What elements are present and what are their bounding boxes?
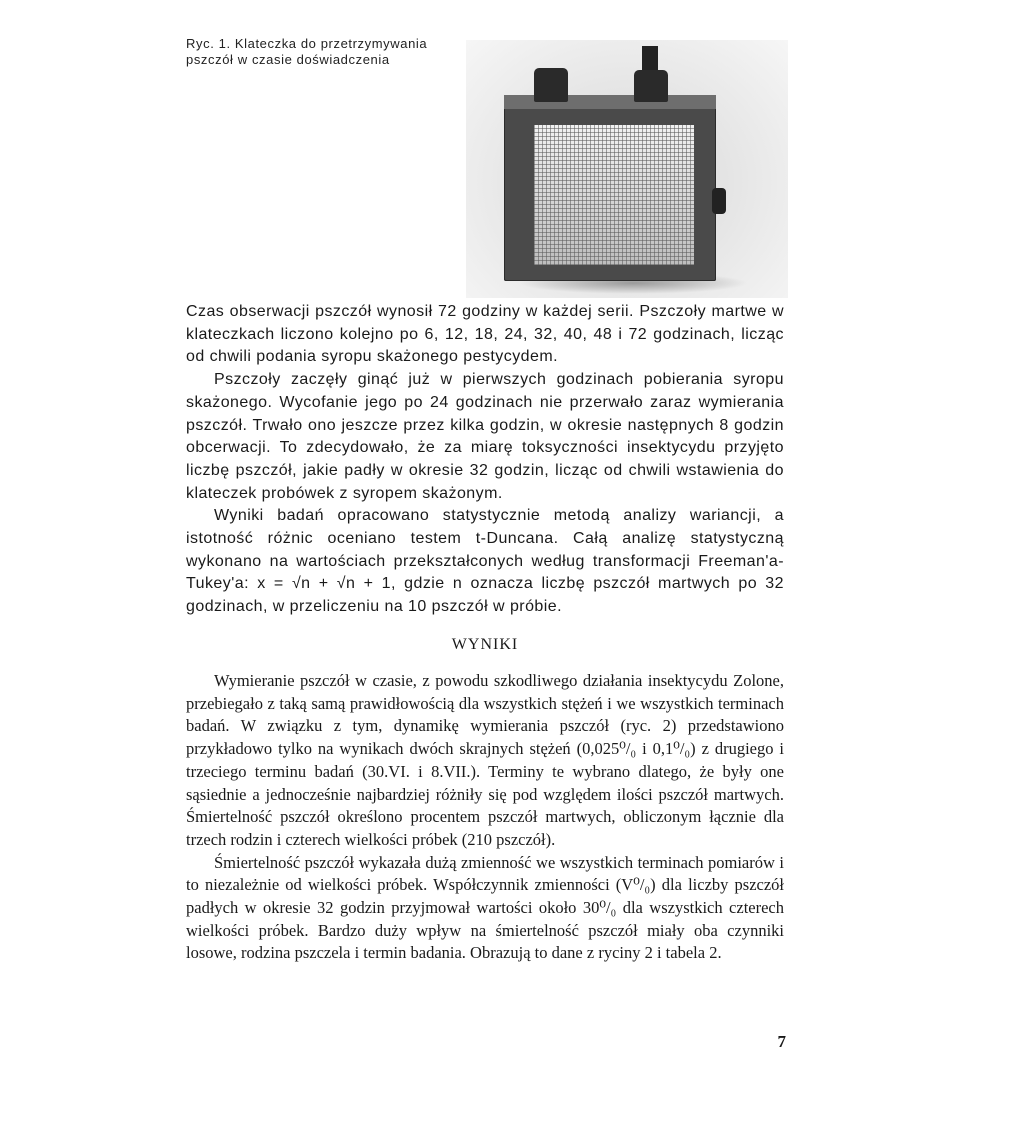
paragraph: Pszczoły zaczęły ginąć już w pierwszych godzinach pobierania syropu skażonego. Wycofanie jego po 24 godzinach nie przerwało zaraz wymierania pszczół. Trwało ono jeszcze przez kilka godzin, w okresie następnych 8 godzin obcerwacji. To zdecydowało, że za miarę toksyczności insektycydu przyjęto liczbę pszczół, jakie padły w okresie 32 godzin, licząc od chwili wstawienia do klateczek probówek z syropem skażonym. [186,371,784,502]
methods-text [186,301,784,619]
cage-stopper-right [634,70,668,102]
paragraph: Czas obserwacji pszczół wynosił 72 godziny w każdej serii. Pszczoły martwe w klateczkach liczono kolejno po 6, 12, 18, 24, 32, 40, 48 i 72 godzinach, licząc od chwili podania syropu skażonego pestycydem. [186,303,784,366]
cage-stopper-left [534,68,568,102]
results-text [186,670,784,965]
bee-cage-photo [466,40,788,298]
figure-caption: Ryc. 1. Klateczka do przetrzymywania pszczół w czasie doświadczenia [186,36,428,67]
paragraph: Wymieranie pszczół w czasie, z powodu szkodliwego działania insektycydu Zolone, przebiegało z taką samą prawidłowością dla wszystkich stężeń i we wszystkich terminach badań. W związku z tym, dynamikę wymierania pszczół (ryc. 2) przedstawiono przykładowo tylko na wynikach dwóch skrajnych stężeń (0,025⁰/₀ i 0,1⁰/₀) z drugiego i trzeciego terminu badań (30.VI. i 8.VII.). Terminy te wybrano dlatego, że były one sąsiednie a jednocześnie najbardziej różniły się pod względem ilości pszczół martwych. Śmiertelność pszczół określono procentem pszczół martwych, obliczonym łącznie dla trzech rodzin i czterech wielkości próbek (210 pszczół). [186,671,784,849]
section-heading: WYNIKI [451,636,519,653]
cage-side-knob [712,188,726,214]
paragraph: Wyniki badań opracowano statystycznie metodą analizy wariancji, a istotność różnic oceniano testem t-Duncana. Całą analizę statystyczną wykonano na wartościach przekształconych według transformacji Freeman'a-Tukey'a: x = √n + √n + 1, gdzie n oznacza liczbę pszczół martwych po 32 godzinach, w przeliczeniu na 10 pszczół w próbie. [186,507,784,616]
cage-mesh [534,125,694,265]
paragraph: Śmiertelność pszczół wykazała dużą zmienność we wszystkich terminach pomiarów i to niezależnie od wielkości próbek. Współczynnik zmienności (V⁰/₀) dla liczby pszczół padłych w okresie 32 godzin przyjmował wartości około 30⁰/₀ dla wszystkich czterech wielkości próbek. Bardzo duży wpływ na śmiertelność pszczół miały oba czynniki losowe, rodzina pszczela i termin badania. Obrazują to dane z ryciny 2 i tabela 2. [186,852,784,963]
page-number: 7 [777,1032,786,1051]
cage-frame [504,95,716,281]
